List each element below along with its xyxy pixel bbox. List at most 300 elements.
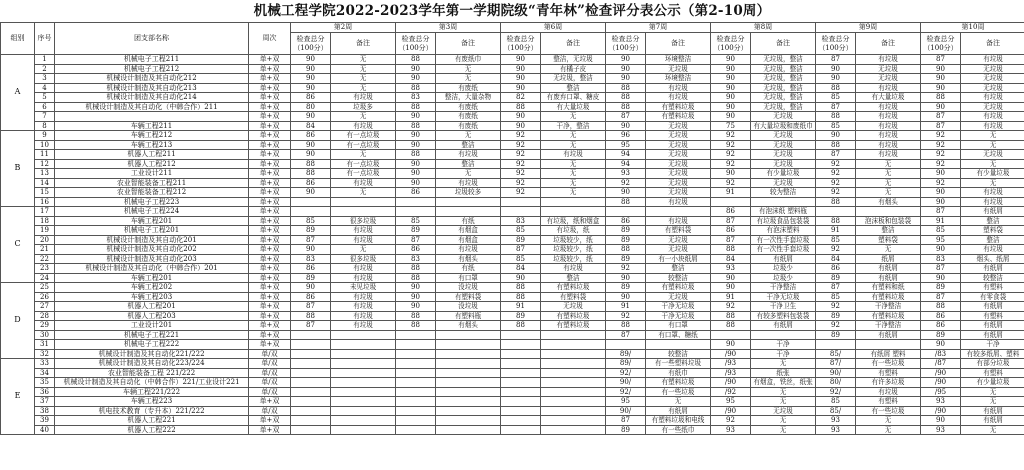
score-cell [501,406,541,416]
score-cell: 88 [396,273,436,283]
note-cell [436,406,501,416]
table-row [1,425,1024,435]
note-cell: 垃圾少 [751,264,816,274]
score-cell: 87 [711,216,751,226]
note-cell [436,425,501,435]
row-number: 32 [35,349,55,359]
note-cell: 干净无垃圾 [646,302,711,312]
note-cell: 无 [961,131,1024,141]
score-cell: 95 [711,397,751,407]
note-cell: 有泡沫纸 塑料瓶 [751,207,816,217]
score-cell: 91 [711,188,751,198]
score-cell [501,397,541,407]
note-cell: 有一次性手套垃圾 [751,235,816,245]
week-turn: 单+双 [249,197,291,207]
branch-name: 车辆工程211 [55,121,249,131]
score-cell: 92 [816,321,856,331]
note-cell: 无垃圾，整洁 [751,74,816,84]
note-cell [331,416,396,426]
score-cell: 87 [291,302,331,312]
header-note: 备注 [646,33,711,55]
score-cell: 92 [711,159,751,169]
score-cell: 89 [606,283,646,293]
score-cell: 87 [921,292,961,302]
note-cell: 无垃圾 [856,74,921,84]
score-cell [501,340,541,350]
note-cell: 有垃圾 [856,83,921,93]
note-cell: 整洁，无垃圾 [541,55,606,65]
score-cell: 90 [921,188,961,198]
note-cell: 无 [961,397,1024,407]
note-cell: 有口罩 [436,273,501,283]
note-cell: 有塑料袋 [541,292,606,302]
score-cell [816,207,856,217]
header-score: 检查总分（100分） [501,33,541,55]
note-cell [331,197,396,207]
week-turn: 单+双 [249,188,291,198]
note-cell: 塑料袋 [856,235,921,245]
note-cell: 有塑料 [961,283,1024,293]
score-cell: 90 [921,416,961,426]
branch-name: 机器人工程203 [55,311,249,321]
score-cell: /90 [711,349,751,359]
note-cell: 有垃圾 [856,140,921,150]
score-cell: 90 [501,64,541,74]
note-cell [856,207,921,217]
row-number: 11 [35,150,55,160]
score-cell: 90 [291,55,331,65]
note-cell: 有烟头 [436,254,501,264]
score-cell [711,330,751,340]
score-cell: 90 [711,273,751,283]
branch-name: 机械电子工程211 [55,55,249,65]
note-cell: 有一些垃圾 [856,359,921,369]
branch-name [55,112,249,122]
score-cell: /92 [711,387,751,397]
note-cell: 有少量垃圾 [961,378,1024,388]
score-cell: 87 [816,102,856,112]
score-cell: 87 [921,112,961,122]
table-row [1,245,1024,255]
header-week: 第2周 [291,23,396,33]
score-cell: 85 [816,121,856,131]
score-cell: 87 [921,264,961,274]
score-cell: 95 [921,235,961,245]
row-number: 35 [35,378,55,388]
note-cell: 有塑料 [961,368,1024,378]
row-number: 13 [35,169,55,179]
week-turn: 单/双 [249,359,291,369]
week-turn: 单+双 [249,254,291,264]
header-score: 检查总分（100分） [291,33,331,55]
score-cell: 92 [711,302,751,312]
score-cell: 92 [501,131,541,141]
score-cell: 87 [606,330,646,340]
score-cell: 90 [921,245,961,255]
branch-name: 机器人工程211 [55,150,249,160]
score-cell: 82 [501,93,541,103]
note-cell: 有塑料袋 [436,292,501,302]
page-title: 机械工程学院2022-2023学年第一学期院级“青年林”检查评分表公示（第2-10周） [253,3,771,19]
header-note: 备注 [436,33,501,55]
note-cell: 有垃圾 [856,102,921,112]
row-number: 21 [35,245,55,255]
branch-name: 机械设计制造及其自动化201 [55,235,249,245]
note-cell: 有垃圾 [646,197,711,207]
score-cell: 87 [396,235,436,245]
note-cell: 有纸屑 [961,416,1024,426]
note-cell [541,425,606,435]
note-cell [541,397,606,407]
note-cell [541,207,606,217]
score-cell: 92 [711,140,751,150]
table-row [1,140,1024,150]
score-cell: 90 [816,74,856,84]
note-cell: 有许多垃圾 [856,378,921,388]
note-cell: 无 [541,131,606,141]
note-cell: 有烟盒 [436,235,501,245]
note-cell: 有部分垃圾 [961,359,1024,369]
score-cell: 85/ [816,406,856,416]
header-week: 第8周 [711,23,816,33]
note-cell: 有垃圾 [331,302,396,312]
score-cell: 90 [396,169,436,179]
week-turn: 单+双 [249,55,291,65]
score-cell: 93 [711,425,751,435]
row-number: 8 [35,121,55,131]
score-cell: 88 [501,321,541,331]
table-row [1,378,1024,388]
note-cell: 有垃圾 [646,93,711,103]
note-cell: 干净，整洁 [541,121,606,131]
score-cell: 90 [921,64,961,74]
score-cell: 90 [921,169,961,179]
header-score: 检查总分（100分） [606,33,646,55]
table-header [1,23,1024,55]
note-cell: 有塑料垃圾 [541,283,606,293]
note-cell [331,378,396,388]
note-cell: 有塑料 [961,311,1024,321]
score-cell: 93 [711,264,751,274]
table-row [1,121,1024,131]
score-cell: 90 [921,74,961,84]
note-cell [646,340,711,350]
score-cell: 87/ [816,359,856,369]
score-cell: 90 [396,112,436,122]
row-number: 5 [35,93,55,103]
row-number: 18 [35,216,55,226]
score-cell: 87 [921,207,961,217]
header-week: 第6周 [501,23,606,33]
note-cell: 无垃圾 [541,302,606,312]
note-cell: 有垃圾 [331,273,396,283]
table-row [1,159,1024,169]
note-cell [436,349,501,359]
note-cell [436,397,501,407]
row-number: 19 [35,226,55,236]
note-cell [436,359,501,369]
score-cell [501,387,541,397]
score-cell: 93 [606,169,646,179]
score-cell: 85 [816,397,856,407]
header-score: 检查总分（100分） [396,33,436,55]
score-cell: 92 [711,178,751,188]
week-turn: 单/双 [249,378,291,388]
score-cell: 89 [816,273,856,283]
score-cell: 90 [291,150,331,160]
score-cell: 87 [291,321,331,331]
note-cell: 无 [331,55,396,65]
note-cell [436,387,501,397]
score-cell [501,349,541,359]
header-score: 检查总分（100分） [711,33,751,55]
note-cell: 有垃圾 [961,93,1024,103]
score-cell [501,359,541,369]
branch-name: 机械设计制造及其自动化221/222 [55,349,249,359]
note-cell: 干净整洁 [856,302,921,312]
note-cell: 较为整洁 [751,188,816,198]
note-cell: 无 [541,178,606,188]
week-turn: 单+双 [249,150,291,160]
note-cell: 有垃圾 [331,311,396,321]
note-cell: 有一些纸巾 [646,425,711,435]
note-cell: 有垃圾，纸 [541,226,606,236]
table-row [1,74,1024,84]
note-cell: 无垃圾，整洁 [751,55,816,65]
note-cell: 无垃圾 [751,112,816,122]
table-row [1,340,1024,350]
score-cell: 75 [711,121,751,131]
score-cell: 92 [501,140,541,150]
score-cell: 90 [501,112,541,122]
note-cell: 有垃圾 [541,264,606,274]
note-cell: 干净整洁 [751,283,816,293]
note-cell: 整洁 [436,159,501,169]
score-cell: 92/ [606,387,646,397]
note-cell: 有垃圾 [331,178,396,188]
branch-name: 机械电子工程222 [55,340,249,350]
note-cell: 无 [751,387,816,397]
score-cell: /83 [921,349,961,359]
note-cell: 有废纸 [436,112,501,122]
table-row [1,112,1024,122]
note-cell [541,340,606,350]
note-cell: 无垃圾 [646,188,711,198]
score-cell: 90 [711,83,751,93]
note-cell [436,330,501,340]
score-cell: 92 [501,150,541,160]
score-cell: 88 [291,169,331,179]
score-cell: 89 [816,330,856,340]
note-cell: 无垃圾 [961,150,1024,160]
note-cell: 有塑料和纸 [856,283,921,293]
note-cell: 无 [856,169,921,179]
score-cell: 92 [921,140,961,150]
note-cell: 整洁 [646,264,711,274]
score-cell: 83 [396,93,436,103]
week-turn: 单+双 [249,273,291,283]
score-cell [291,406,331,416]
score-cell: 90 [396,131,436,141]
score-cell: 91 [501,302,541,312]
note-cell: 无垃圾 [751,140,816,150]
note-cell: 有口罩 [646,321,711,331]
score-cell: 90 [816,131,856,141]
note-cell: 有纸屑 [856,273,921,283]
note-cell: 有一些垃圾 [856,406,921,416]
note-cell: 无 [856,159,921,169]
score-cell: 89 [396,226,436,236]
score-cell [291,349,331,359]
week-turn: 单+双 [249,93,291,103]
note-cell [541,197,606,207]
week-turn: 单+双 [249,235,291,245]
note-cell: 有纸巾 [646,368,711,378]
score-cell: 83 [291,254,331,264]
note-cell: 有塑料垃圾 [646,283,711,293]
score-cell: 92 [711,131,751,141]
score-cell: 88 [606,321,646,331]
branch-name: 车辆工程201 [55,273,249,283]
note-cell [331,330,396,340]
note-cell: 无 [331,83,396,93]
note-cell: 有纸 [436,216,501,226]
note-cell: 有一点垃圾 [331,169,396,179]
header-name: 团支部名称 [55,23,249,55]
score-cell: 87 [606,112,646,122]
note-cell [541,349,606,359]
score-cell: 88 [816,83,856,93]
score-cell: 84 [501,264,541,274]
week-turn: 单+双 [249,131,291,141]
score-cell: /93 [711,359,751,369]
note-cell: 有纸屑 [961,207,1024,217]
note-cell: 无 [541,112,606,122]
row-number: 17 [35,207,55,217]
table-row [1,302,1024,312]
row-number: 30 [35,330,55,340]
score-cell: 86 [396,245,436,255]
table-row [1,226,1024,236]
score-cell: 90 [921,273,961,283]
branch-name: 机械设计制造及其自动化（中韩合作）221/工业设计221 [55,378,249,388]
week-turn: 单/双 [249,368,291,378]
branch-name: 机器人工程201 [55,302,249,312]
score-cell: 88 [396,102,436,112]
note-cell [331,340,396,350]
header-score: 检查总分（100分） [816,33,856,55]
note-cell: 有一些垃圾 [646,387,711,397]
score-cell: 90 [711,102,751,112]
header-note: 备注 [541,33,606,55]
note-cell: 有垃圾 [961,112,1024,122]
note-cell [331,387,396,397]
note-cell: 有垃圾 [331,93,396,103]
score-cell: 88 [501,292,541,302]
note-cell: 无 [541,169,606,179]
table-row [1,216,1024,226]
score-cell [291,330,331,340]
score-cell: 87 [711,235,751,245]
row-number: 16 [35,197,55,207]
score-cell: 88 [816,197,856,207]
week-turn: 单+双 [249,226,291,236]
branch-name: 机械设计制造及其自动化（中韩合作）211 [55,102,249,112]
score-cell [501,207,541,217]
week-turn: 单+双 [249,178,291,188]
note-cell: 有垃圾 [961,188,1024,198]
note-cell: 有垃圾 [436,150,501,160]
branch-name: 机器人工程221 [55,416,249,426]
note-cell: 有垃圾 [331,321,396,331]
row-number: 23 [35,264,55,274]
score-cell: 90 [606,188,646,198]
branch-name: 农业智能装备工程211 [55,178,249,188]
row-number: 29 [35,321,55,331]
score-cell: 92 [921,159,961,169]
week-turn: 单+双 [249,397,291,407]
note-cell: 有烟头 [436,321,501,331]
week-turn: 单+双 [249,302,291,312]
score-cell: 85 [396,216,436,226]
score-cell: 90 [711,169,751,179]
score-cell: 90 [291,64,331,74]
note-cell: 烟头、纸屑 [961,254,1024,264]
row-number: 7 [35,112,55,122]
week-turn: 单+双 [249,207,291,217]
table-row [1,416,1024,426]
note-cell: 有垃圾 [961,55,1024,65]
row-number: 34 [35,368,55,378]
score-cell: 86 [291,178,331,188]
score-cell: 86 [291,93,331,103]
score-cell: 85 [816,235,856,245]
note-cell: 无垃圾，整洁 [751,83,816,93]
note-cell [331,406,396,416]
score-cell: 89 [606,235,646,245]
note-cell: 有大量垃圾 [541,102,606,112]
note-cell: 无 [331,150,396,160]
score-cell: 90 [291,245,331,255]
score-cell: 90 [606,74,646,84]
note-cell: 无 [856,416,921,426]
note-cell: 干净无垃圾 [751,292,816,302]
note-cell: 有纸屑 [961,264,1024,274]
row-number: 3 [35,74,55,84]
note-cell: 很多垃圾 [331,216,396,226]
note-cell: 有垃圾 [961,245,1024,255]
note-cell: 没垃圾 [436,283,501,293]
week-turn: 单+双 [249,416,291,426]
note-cell: 有纸屑 [961,321,1024,331]
table-row [1,397,1024,407]
table-row [1,207,1024,217]
note-cell: 有垃圾 [961,121,1024,131]
note-cell: 干净卫生 [751,302,816,312]
note-cell [436,197,501,207]
branch-name: 机械设计制造及其自动化202 [55,245,249,255]
branch-name: 车辆工程201 [55,216,249,226]
score-cell [606,340,646,350]
table-row [1,102,1024,112]
note-cell: 有垃圾 [436,178,501,188]
score-cell: 92 [606,311,646,321]
row-number: 27 [35,302,55,312]
note-cell: 无垃圾 [646,159,711,169]
score-cell: 87 [816,55,856,65]
score-cell: 90 [921,83,961,93]
note-cell [436,416,501,426]
